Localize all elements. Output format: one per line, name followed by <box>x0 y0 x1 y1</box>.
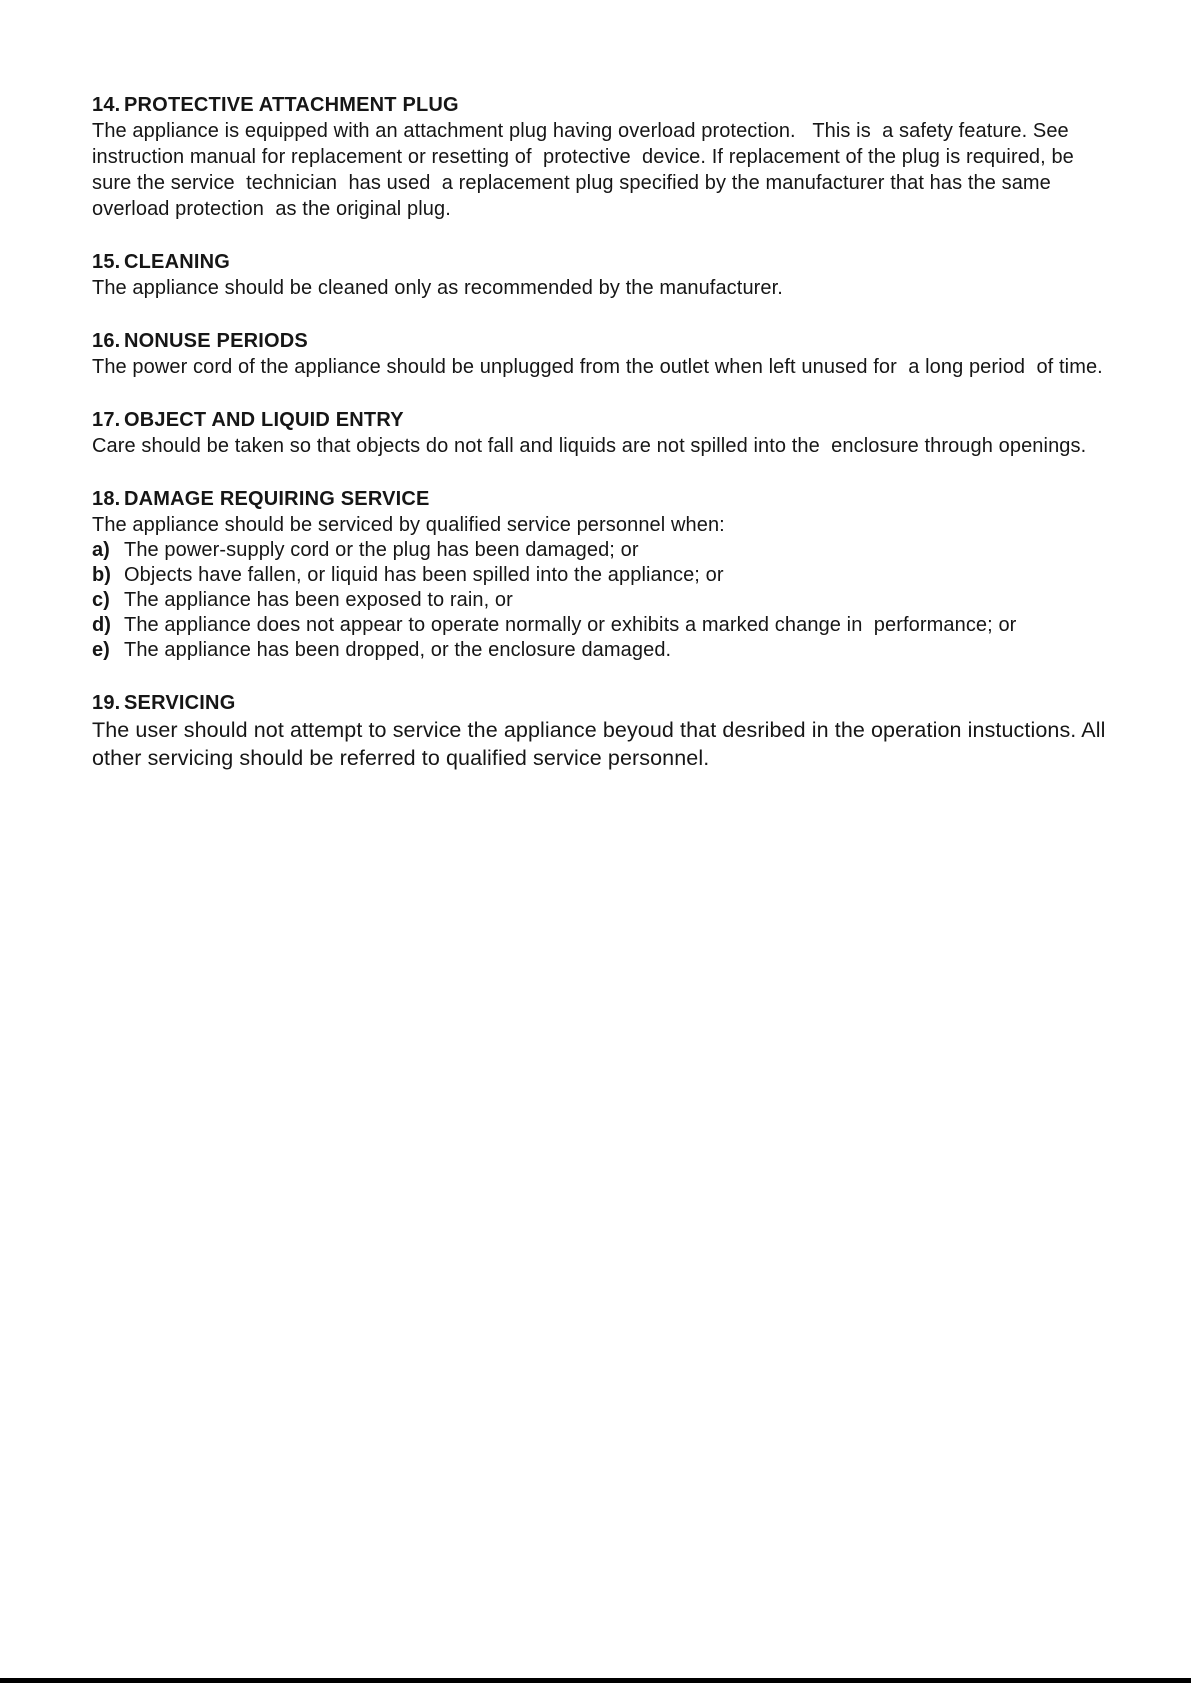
section-title: PROTECTIVE ATTACHMENT PLUG <box>124 94 459 116</box>
section-title: DAMAGE REQUIRING SERVICE <box>124 488 430 510</box>
list-item <box>92 613 1110 638</box>
list-item <box>92 538 1110 563</box>
section-number: 15. <box>92 251 121 273</box>
section-number: 18. <box>92 488 121 510</box>
section-heading <box>92 328 1110 354</box>
list-item-marker: b) <box>92 564 111 586</box>
section-number: 17. <box>92 409 121 431</box>
section-heading <box>92 407 1110 433</box>
section-servicing <box>92 690 1110 772</box>
list-item-marker: a) <box>92 539 110 561</box>
section-body: The appliance is equipped with an attachment plug having overload protection. This is a safety feature. See instruction manual for replacement or resetting of protective device. If replacement of the plug is required, be sure the service technician has used a replacement plug specified by the manufacturer that has the same overload protection as the original plug. <box>92 120 1080 220</box>
section-title: OBJECT AND LIQUID ENTRY <box>124 409 404 431</box>
section-nonuse-periods <box>92 328 1110 380</box>
list-item-marker: d) <box>92 614 111 636</box>
section-cleaning <box>92 249 1110 301</box>
section-heading <box>92 92 1110 118</box>
section-body: The appliance should be cleaned only as recommended by the manufacturer. <box>92 277 783 299</box>
list-item-text: The appliance has been exposed to rain, or <box>124 589 513 611</box>
section-object-and-liquid-entry <box>92 407 1110 459</box>
section-protective-attachment-plug <box>92 92 1110 222</box>
section-title: NONUSE PERIODS <box>124 330 308 352</box>
page-bottom-rule <box>0 1678 1191 1683</box>
list-item-text: Objects have fallen, or liquid has been spilled into the appliance; or <box>124 564 724 586</box>
section-body: The power cord of the appliance should be unplugged from the outlet when left unused for a long period of time. <box>92 356 1103 378</box>
section-body: The appliance should be serviced by qualified service personnel when: <box>92 514 725 536</box>
list-item-text: The power-supply cord or the plug has been damaged; or <box>124 539 639 561</box>
section-body: The user should not attempt to service the appliance beyoud that desribed in the operation instuctions. All other servicing should be referred to qualified service personnel. <box>92 718 1112 770</box>
section-title: SERVICING <box>124 692 236 714</box>
section-damage-requiring-service <box>92 486 1110 663</box>
service-conditions-list <box>92 538 1110 663</box>
section-number: 14. <box>92 94 121 116</box>
section-heading <box>92 249 1110 275</box>
list-item-marker: c) <box>92 589 110 611</box>
section-title: CLEANING <box>124 251 231 273</box>
section-heading <box>92 690 1110 716</box>
list-item-marker: e) <box>92 639 110 661</box>
list-item-text: The appliance has been dropped, or the enclosure damaged. <box>124 639 672 661</box>
page-content <box>92 92 1110 799</box>
section-number: 16. <box>92 330 121 352</box>
section-number: 19. <box>92 692 121 714</box>
list-item-text: The appliance does not appear to operate normally or exhibits a marked change in performance; or <box>124 614 1017 636</box>
section-heading <box>92 486 1110 512</box>
section-body: Care should be taken so that objects do not fall and liquids are not spilled into the enclosure through openings. <box>92 435 1087 457</box>
list-item <box>92 638 1110 663</box>
list-item <box>92 588 1110 613</box>
list-item <box>92 563 1110 588</box>
